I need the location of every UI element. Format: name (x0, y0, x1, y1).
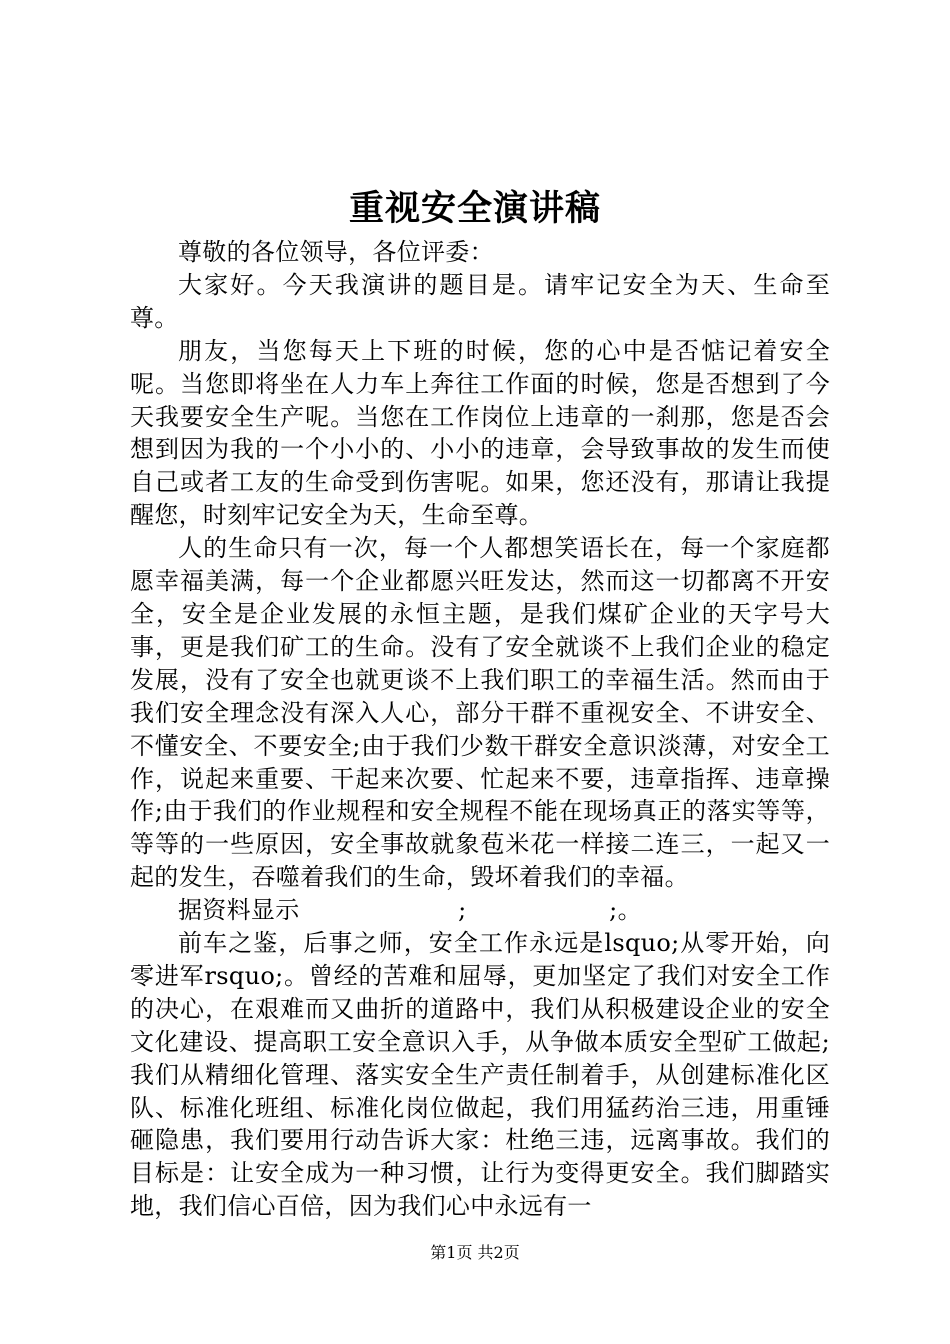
document-body (130, 236, 830, 1223)
paragraph-life: 人的生命只有一次，每一个人都想笑语长在，每一个家庭都愿幸福美满，每一个企业都愿兴旺发达，然而这一切都离不开安全，安全是企业发展的永恒主题，是我们煤矿企业的天字号大事，更是我们矿工的生命。没有了安全就谈不上我们企业的稳定发展，没有了安全也就更谈不上我们职工的幸福生活。然而由于我们安全理念没有深入人心，部分干群不重视安全、不讲安全、不懂安全、不要安全;由于我们少数干群安全意识淡薄，对安全工作，说起来重要、干起来次要、忙起来不要，违章指挥、违章操作;由于我们的作业规程和安全规程不能在现场真正的落实等等，等等的一些原因，安全事故就象苞米花一样接二连三，一起又一起的发生，吞噬着我们的生命，毁坏着我们的幸福。 (130, 534, 830, 892)
page-footer: 第1页 共2页 (430, 1243, 520, 1262)
paragraph-lessons: 前车之鉴，后事之师，安全工作永远是lsquo;从零开始，向零进军rsquo;。曾经的苦难和屈辱，更加坚定了我们对安全工作的决心，在艰难而又曲折的道路中，我们从积极建设企业的安全文化建设、提高职工安全意识入手，从争做本质安全型矿工做起;我们从精细化管理、落实安全生产责任制着手，从创建标准化区队、标准化班组、标准化岗位做起，我们用猛药治三违，用重锤砸隐患，我们要用行动告诉大家：杜绝三违，远离事故。我们的目标是：让安全成为一种习惯，让行为变得更安全。我们脚踏实地，我们信心百倍，因为我们心中永远有一 (130, 929, 830, 1221)
paragraph-greeting: 大家好。今天我演讲的题目是。请牢记安全为天、生命至尊。 (130, 270, 830, 332)
paragraph-salutation: 尊敬的各位领导，各位评委： (178, 238, 494, 266)
paragraph-friends: 朋友，当您每天上下班的时候，您的心中是否惦记着安全呢。当您即将坐在人力车上奔往工作面的时候，您是否想到了今天我要安全生产呢。当您在工作岗位上违章的一刹那，您是否会想到因为我的一个小小的、小小的违章，会导致事故的发生而使自己或者工友的生命受到伤害呢。如果，您还没有，那请让我提醒您，时刻牢记安全为天，生命至尊。 (130, 336, 830, 530)
document-title: 重视安全演讲稿 (348, 188, 601, 229)
paragraph-data: 据资料显示 ; ;。 (178, 896, 642, 925)
